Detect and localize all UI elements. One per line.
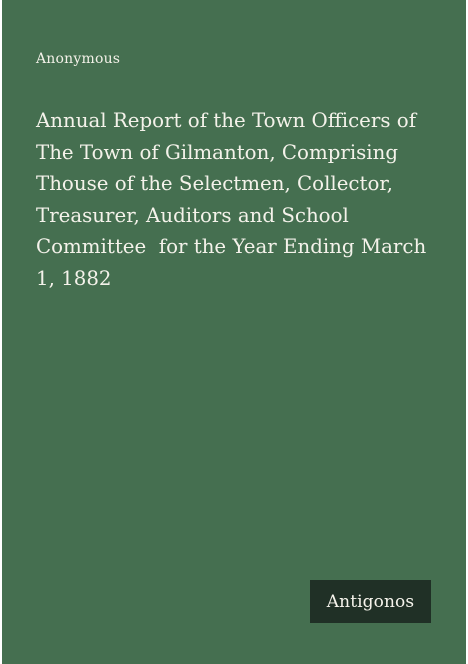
publisher-badge: [310, 580, 431, 623]
author-name: Anonymous: [36, 51, 121, 67]
book-title: Annual Report of the Town Officers of The Town of Gilmanton, Comprising Thouse of the Selectmen, Collector, Treasurer, Auditors and School Committee for the Year Ending March 1, 1882: [36, 109, 433, 290]
book-cover: [2, 0, 466, 664]
publisher-name: Antigonos: [326, 591, 415, 612]
